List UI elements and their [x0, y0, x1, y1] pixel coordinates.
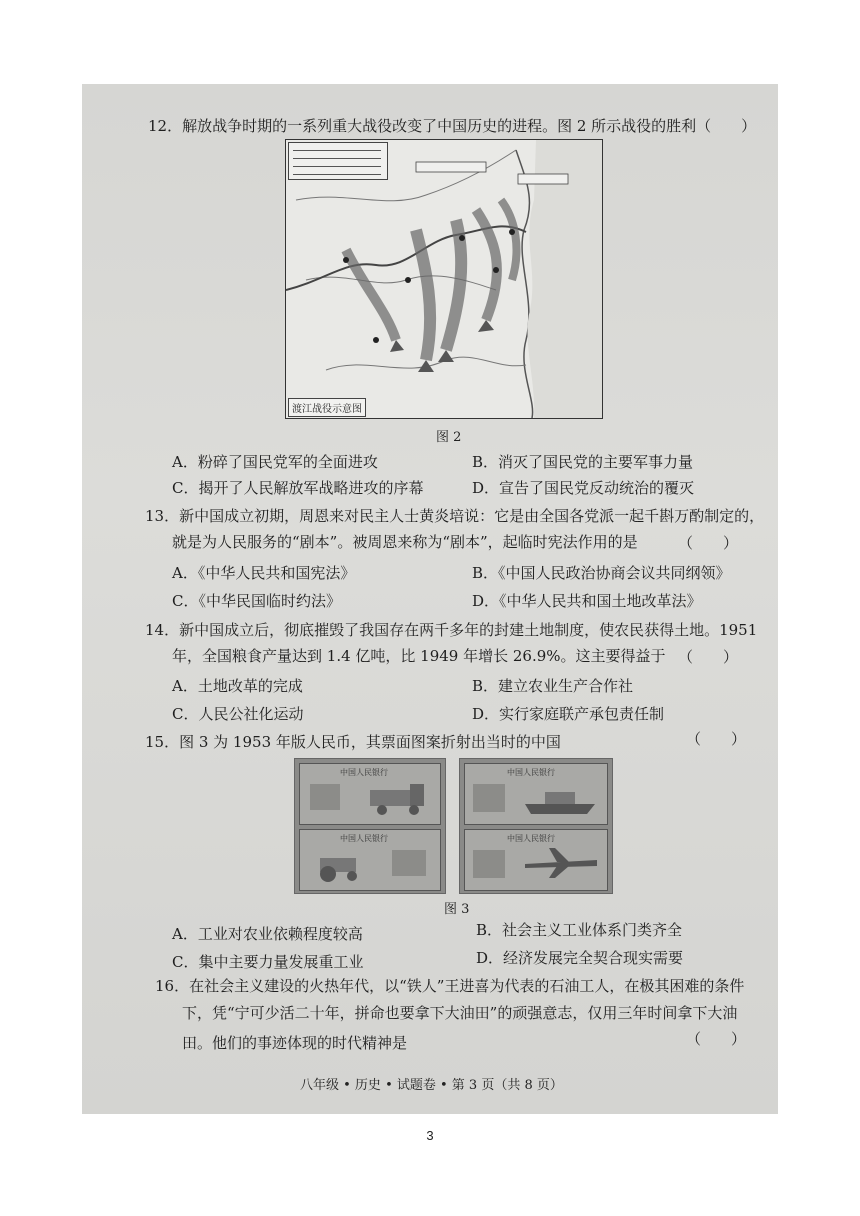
q13-option-d: D．《中华人民共和国土地改革法》 [472, 592, 702, 610]
q12-option-a: A．粉碎了国民党军的全面进攻 [172, 453, 378, 471]
q12-option-b: B．消灭了国民党的主要军事力量 [472, 453, 694, 471]
q15-stem: 15．图 3 为 1953 年版人民币，其票面图案折射出当时的中国 [145, 733, 561, 751]
q15-answer-paren: （ ） [686, 730, 747, 748]
q14-line-2: 年，全国粮食产量达到 1.4 亿吨，比 1949 年增长 26.9%。这主要得益于 [172, 647, 666, 665]
q13-line-2: 就是为人民服务的“剧本”。被周恩来称为“剧本”，起临时宪法作用的是 [172, 533, 638, 551]
page-footer: 八年级 • 历史 • 试题卷 • 第 3 页（共 8 页） [300, 1078, 563, 1093]
q16-line-2: 下，凭“宁可少活二十年，拼命也要拿下大油田”的顽强意志，仅用三年时间拿下大油 [182, 1004, 738, 1022]
page-number: 3 [426, 1128, 434, 1143]
q15-option-d: D．经济发展完全契合现实需要 [476, 949, 684, 967]
q14-answer-paren: （ ） [678, 648, 739, 666]
q14-option-c: C．人民公社化运动 [172, 705, 304, 723]
figure-2-caption: 图 2 [436, 430, 462, 445]
q15-option-a: A．工业对农业依赖程度较高 [172, 925, 363, 943]
q16-line-1: 16．在社会主义建设的火热年代，以“铁人”王进喜为代表的石油工人，在极其困难的条件 [155, 977, 745, 995]
q13-option-a: A．《中华人民共和国宪法》 [172, 564, 356, 582]
q12-option-d: D．宣告了国民党反动统治的覆灭 [472, 479, 695, 497]
q14-option-a: A．土地改革的完成 [172, 677, 303, 695]
map-drawing [286, 140, 602, 418]
banknote: 中国人民银行 [299, 829, 441, 891]
map-title: 渡江战役示意图 [288, 398, 366, 417]
banknote: 中国人民银行 [464, 829, 608, 891]
q13-option-c: C．《中华民国临时约法》 [172, 592, 341, 610]
q12-map-figure [285, 139, 603, 419]
q14-option-b: B．建立农业生产合作社 [472, 677, 634, 695]
q13-answer-paren: （ ） [678, 534, 739, 552]
q13-line-1: 13．新中国成立初期，周恩来对民主人士黄炎培说：它是由全国各党派一起千斟万酌制定的， [145, 507, 765, 525]
q13-option-b: B．《中国人民政治协商会议共同纲领》 [472, 564, 731, 582]
q12-stem: 12．解放战争时期的一系列重大战役改变了中国历史的进程。图 2 所示战役的胜利（ ） [148, 117, 757, 135]
banknote: 中国人民银行 [464, 763, 608, 825]
q14-line-1: 14．新中国成立后，彻底摧毁了我国存在两千多年的封建土地制度，使农民获得土地。1951 [145, 621, 758, 639]
q16-line-3: 田。他们的事迹体现的时代精神是 [182, 1034, 408, 1052]
banknote: 中国人民银行 [299, 763, 441, 825]
figure-3-caption: 图 3 [444, 902, 470, 917]
q15-option-b: B．社会主义工业体系门类齐全 [476, 921, 683, 939]
q16-answer-paren: （ ） [686, 1030, 747, 1048]
banknote-group-left [294, 758, 446, 894]
q15-option-c: C．集中主要力量发展重工业 [172, 953, 364, 971]
q12-option-c: C．揭开了人民解放军战略进攻的序幕 [172, 479, 424, 497]
banknote-group-right [459, 758, 613, 894]
map-legend [288, 142, 388, 180]
q14-option-d: D．实行家庭联产承包责任制 [472, 705, 665, 723]
